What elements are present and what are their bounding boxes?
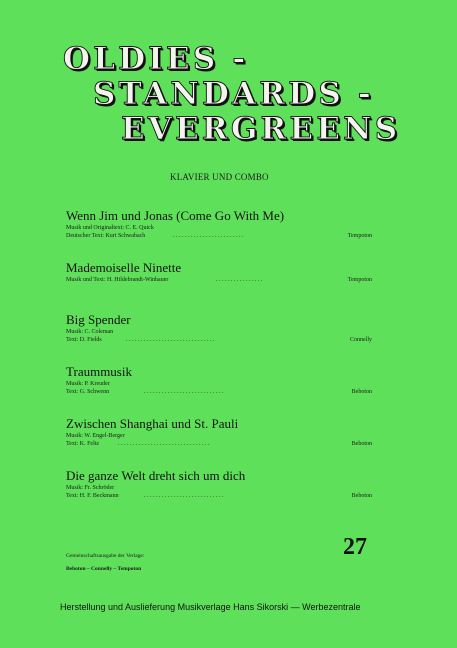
song-title: Wenn Jim und Jonas (Come Go With Me): [66, 208, 285, 223]
song-entry: [66, 468, 372, 517]
credit-label: Text: K. Feltz: [66, 441, 100, 447]
song-entry: [66, 416, 372, 465]
publisher-names: Beboton – Connelly – Tempoton: [66, 566, 142, 572]
credit-line: [66, 388, 372, 396]
credit-publisher: Beboton: [351, 389, 372, 395]
subtitle: KLAVIER UND COMBO: [170, 172, 269, 182]
credit-label: Musik und Originaltext: C. E. Quick: [66, 225, 154, 231]
credit-line: [66, 276, 372, 284]
song-title: Mademoiselle Ninette: [66, 260, 182, 275]
credit-line: [66, 328, 372, 336]
joint-edition-label: Gemeinschaftsausgabe der Verlage:: [66, 553, 145, 559]
song-entry: [66, 260, 372, 309]
volume-number: 27: [343, 534, 367, 560]
credit-dots: ..............................: [126, 337, 216, 343]
credit-dots: ...............................: [118, 441, 211, 447]
song-entry: [66, 312, 372, 361]
title-line-oldies: OLDIES -: [63, 41, 249, 77]
credit-label: Deutscher Text: Kurt Schwabach: [66, 233, 146, 239]
credit-line: [66, 232, 372, 240]
credit-line: [66, 492, 372, 500]
credit-publisher: Connelly: [350, 337, 372, 343]
title-line-standards: STANDARDS -: [93, 76, 374, 112]
credit-line: [66, 224, 372, 232]
credit-line: [66, 432, 372, 440]
credit-label: Text: H. F. Beckmann: [66, 493, 119, 499]
credit-publisher: Tempoton: [347, 277, 372, 283]
credit-line: [66, 440, 372, 448]
song-title: Big Spender: [66, 312, 131, 327]
song-list: [66, 208, 372, 520]
song-title: Die ganze Welt dreht sich um dich: [66, 468, 246, 483]
credit-line: [66, 336, 372, 344]
credit-dots: ...........................: [144, 389, 225, 395]
credit-label: Musik: C. Coleman: [66, 329, 114, 335]
credit-dots: ................: [216, 277, 264, 283]
credit-label: Musik: W. Engel-Berger: [66, 433, 125, 439]
song-title: Zwischen Shanghai und St. Pauli: [66, 416, 239, 431]
credit-publisher: Tempoton: [347, 233, 372, 239]
credit-label: Musik und Text: H. Hildebrandt-Winhauer: [66, 277, 169, 283]
credit-publisher: Beboton: [351, 441, 372, 447]
credit-label: Musik: Fr. Schröder: [66, 485, 115, 491]
credit-label: Text: D. Fields: [66, 337, 102, 343]
song-entry: [66, 208, 372, 257]
song-entry: [66, 364, 372, 413]
title-line-evergreens: EVERGREENS: [121, 111, 401, 147]
credit-publisher: Beboton: [351, 493, 372, 499]
publisher-block: [66, 552, 144, 573]
footer-credit: Herstellung und Auslieferung Musikverlage Hans Sikorski — Werbezentrale: [60, 602, 361, 612]
credit-line: [66, 380, 372, 388]
credit-dots: ........................: [173, 233, 245, 239]
credit-label: Text: G. Schwenn: [66, 389, 110, 395]
credit-label: Musik: P. Kreuder: [66, 381, 110, 387]
credit-line: [66, 484, 372, 492]
song-title: Traummusik: [66, 364, 132, 379]
credit-dots: ...........................: [144, 493, 225, 499]
